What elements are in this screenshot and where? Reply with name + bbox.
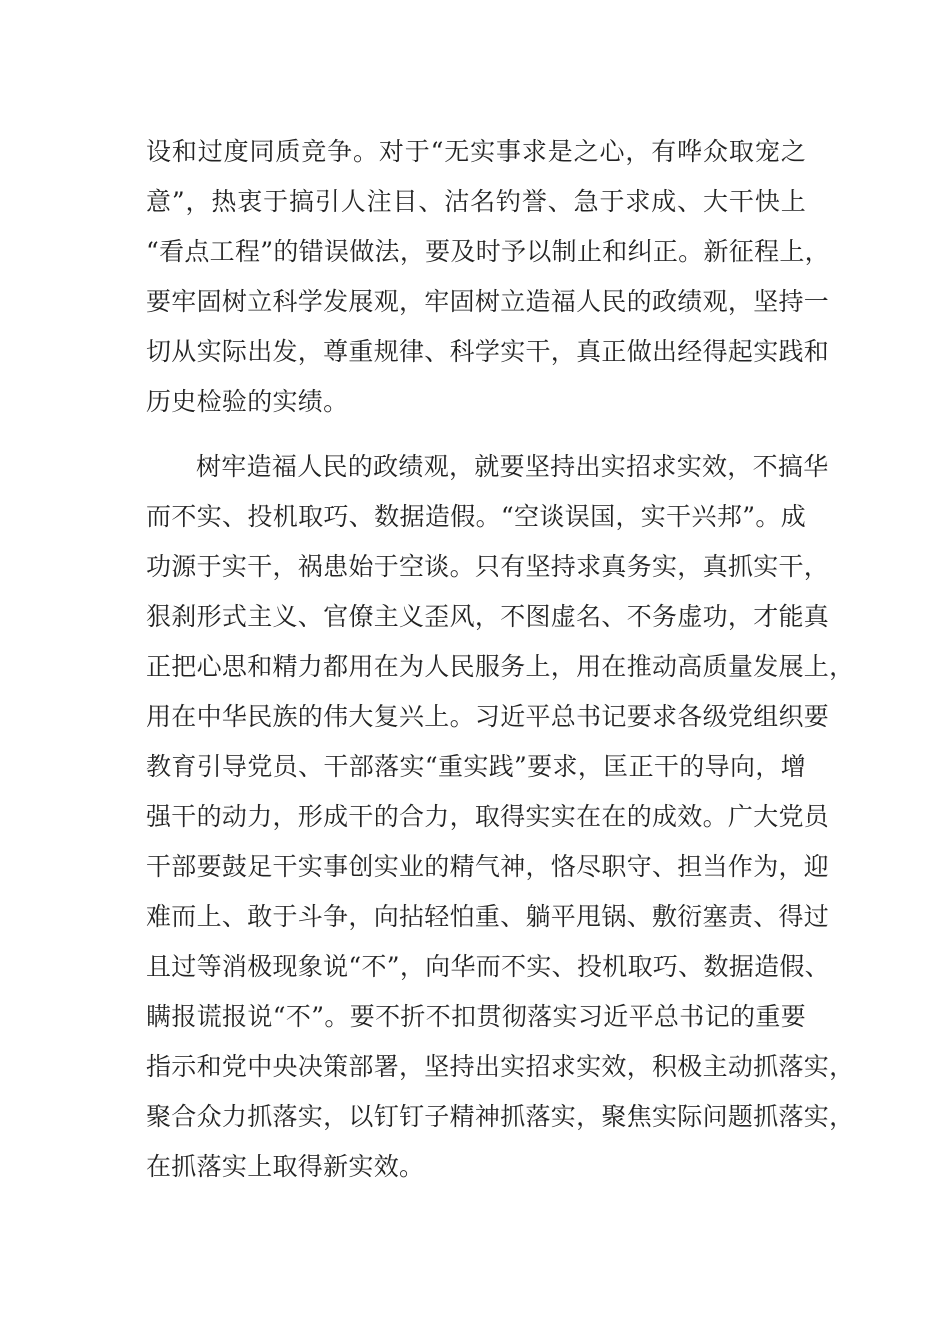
paragraph-line: 瞒报谎报说“不”。要不折不扣贯彻落实习近平总书记的重要 bbox=[146, 1002, 806, 1031]
paragraph-line: 难而上、敢于斗争，向拈轻怕重、躺平甩锅、敷衍塞责、得过 bbox=[146, 902, 830, 931]
paragraph-line: 干部要鼓足干实事创实业的精气神，恪尽职守、担当作为，迎 bbox=[146, 852, 830, 881]
paragraph-line: 用在中华民族的伟大复兴上。习近平总书记要求各级党组织要 bbox=[146, 702, 830, 731]
paragraph-line: 聚合众力抓落实，以钉钉子精神抓落实，聚焦实际问题抓落实， bbox=[146, 1102, 855, 1131]
paragraph-line: 设和过度同质竞争。对于“无实事求是之心，有哗众取宠之 bbox=[146, 137, 806, 166]
paragraph-line: 正把心思和精力都用在为人民服务上，用在推动高质量发展上， bbox=[146, 652, 855, 681]
paragraph-line: 强干的动力，形成干的合力，取得实实在在的成效。广大党员 bbox=[146, 802, 830, 831]
paragraph-line: 狠刹形式主义、官僚主义歪风，不图虚名、不务虚功，才能真 bbox=[146, 602, 830, 631]
paragraph-line: 切从实际出发，尊重规律、科学实干，真正做出经得起实践和 bbox=[146, 337, 830, 366]
paragraph-line: 意”，热衷于搞引人注目、沽名钓誉、急于求成、大干快上 bbox=[146, 187, 806, 216]
paragraph-line: 要牢固树立科学发展观，牢固树立造福人民的政绩观，坚持一 bbox=[146, 287, 830, 316]
paragraph-line: 教育引导党员、干部落实“重实践”要求，匡正干的导向，增 bbox=[146, 752, 806, 781]
paragraph-line: 指示和党中央决策部署，坚持出实招求实效，积极主动抓落实， bbox=[146, 1052, 855, 1081]
paragraph-line: 功源于实干，祸患始于空谈。只有坚持求真务实，真抓实干， bbox=[146, 552, 830, 581]
paragraph-line: 且过等消极现象说“不”，向华而不实、投机取巧、数据造假、 bbox=[146, 952, 830, 981]
paragraph-line: “看点工程”的错误做法，要及时予以制止和纠正。新征程上， bbox=[146, 237, 830, 266]
paragraph-line: 在抓落实上取得新实效。 bbox=[146, 1152, 425, 1181]
paragraph-line: 历史检验的实绩。 bbox=[146, 387, 349, 416]
paragraph-line: 树牢造福人民的政绩观，就要坚持出实招求实效，不搞华 bbox=[196, 452, 829, 481]
paragraph-line: 而不实、投机取巧、数据造假。“空谈误国，实干兴邦”。成 bbox=[146, 502, 806, 531]
